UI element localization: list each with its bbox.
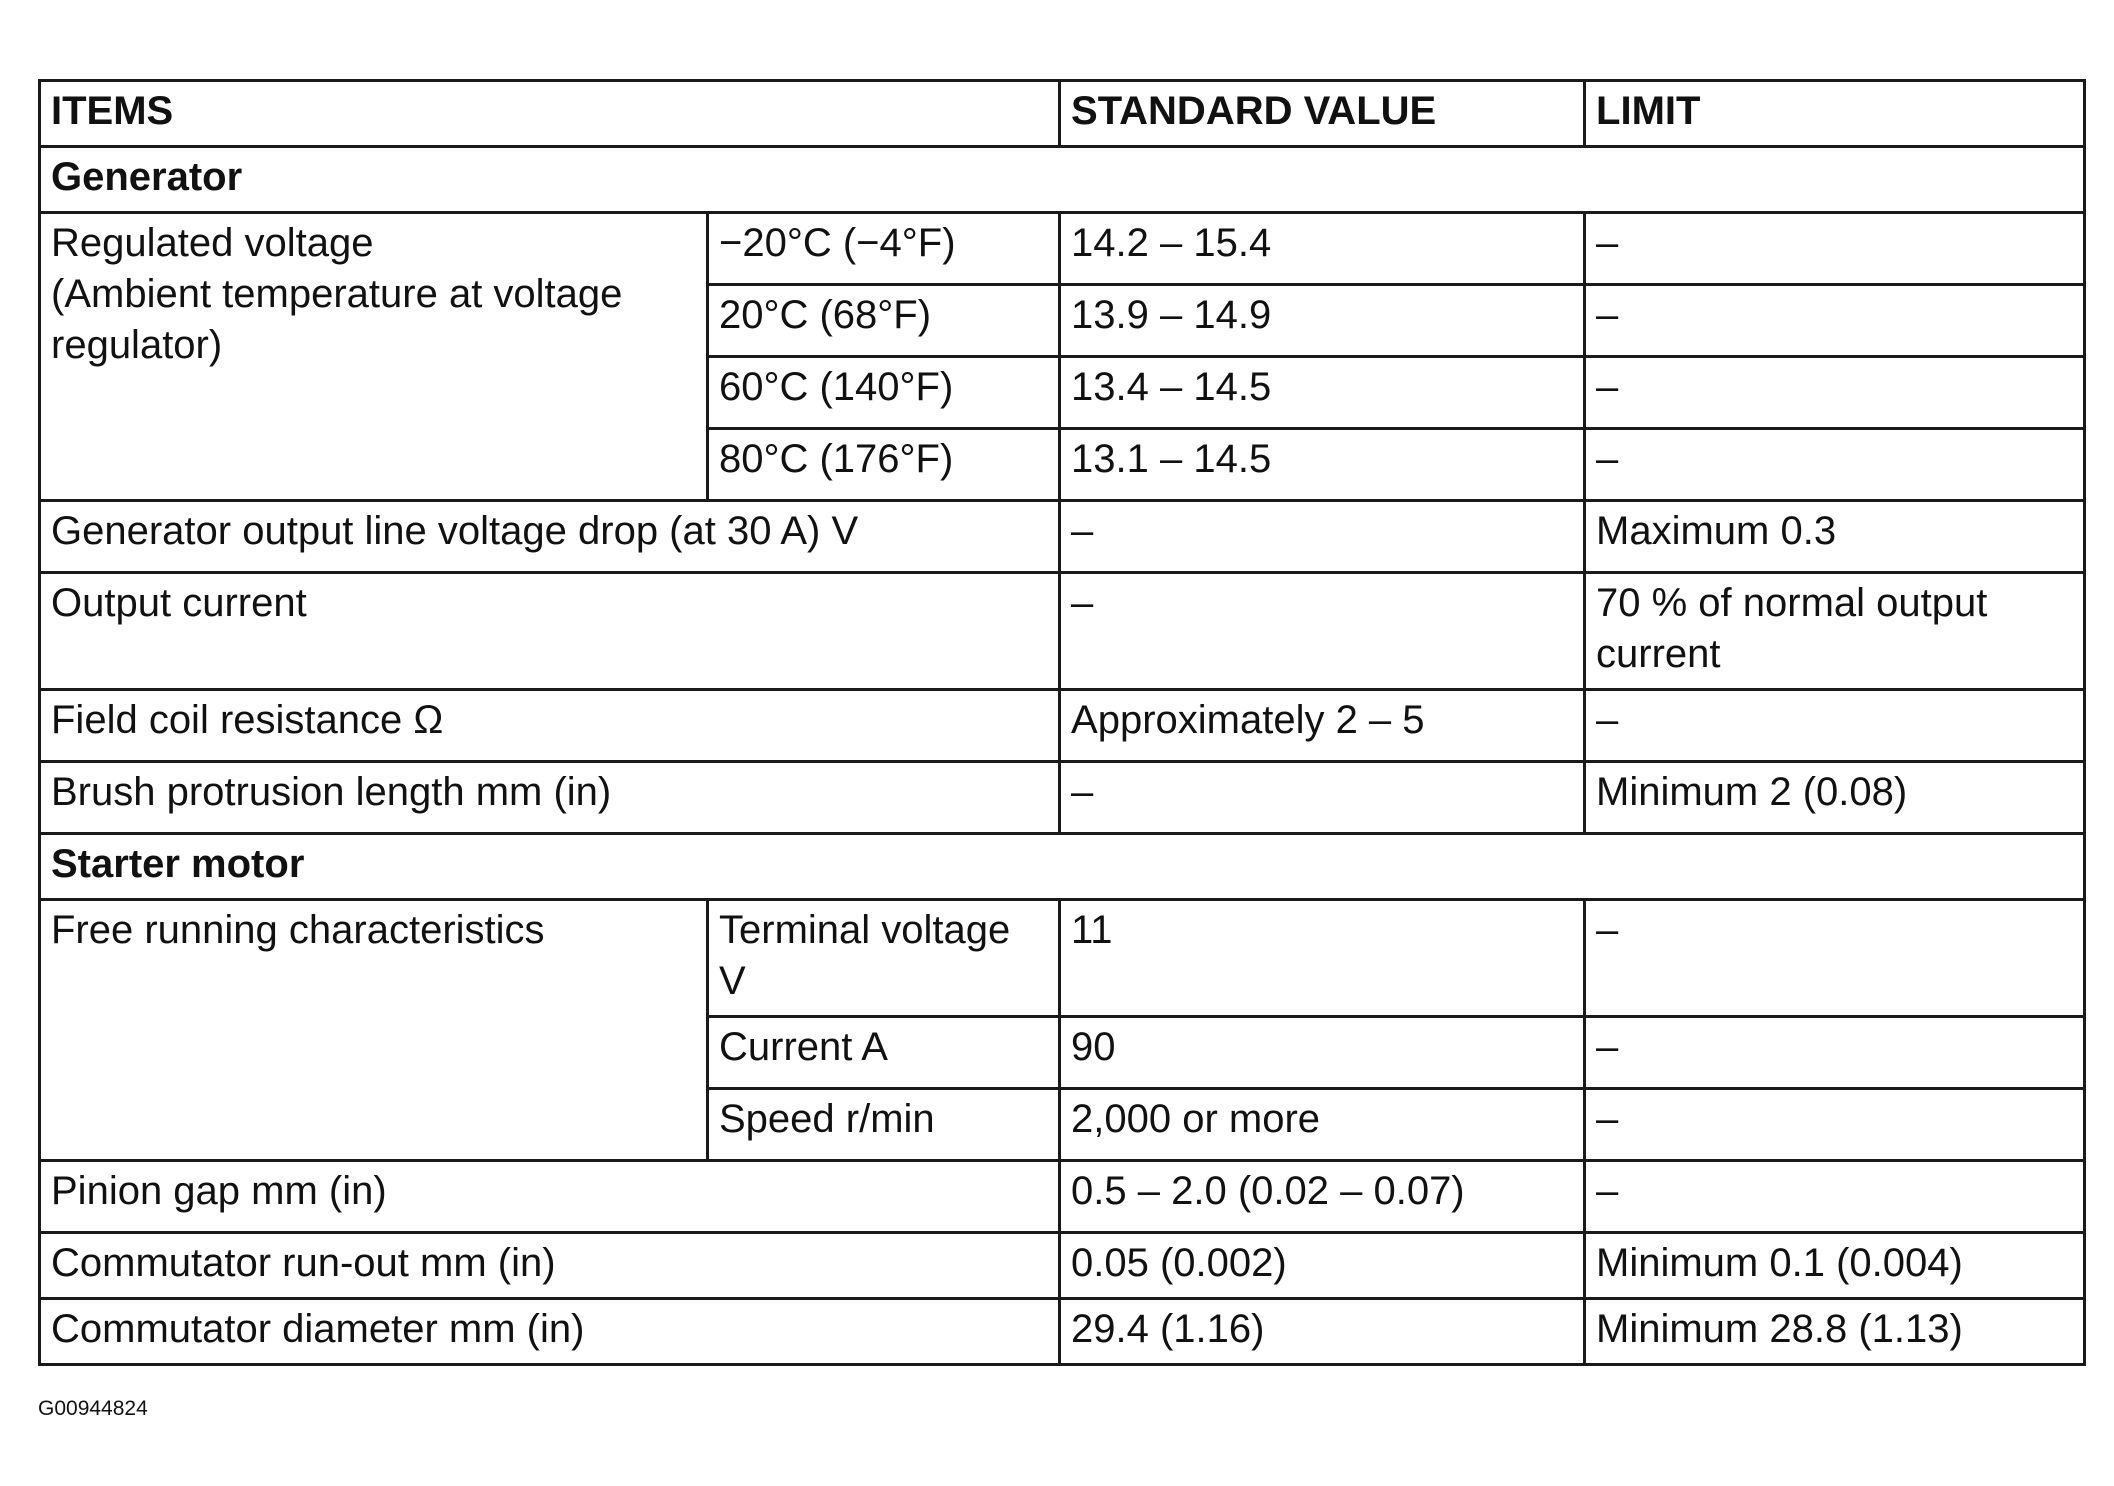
item-cell: Field coil resistance Ω (40, 690, 1060, 762)
standard-value-cell: 13.4 – 14.5 (1060, 357, 1585, 429)
standard-value-cell: Approximately 2 – 5 (1060, 690, 1585, 762)
table-row (40, 573, 2085, 690)
section-generator (40, 147, 2085, 213)
standard-value-cell: – (1060, 573, 1585, 690)
temperature-cell: 20°C (68°F) (708, 285, 1060, 357)
item-cell: Commutator run-out mm (in) (40, 1233, 1060, 1299)
limit-cell: – (1585, 900, 2085, 1017)
standard-value-cell: 2,000 or more (1060, 1089, 1585, 1161)
table-row (40, 690, 2085, 762)
standard-value-cell: 13.9 – 14.9 (1060, 285, 1585, 357)
standard-value-cell: 29.4 (1.16) (1060, 1299, 1585, 1365)
specifications-table (38, 79, 2086, 1366)
header-standard-value: STANDARD VALUE (1060, 81, 1585, 147)
standard-value-cell: 90 (1060, 1017, 1585, 1089)
item-cell: Output current (40, 573, 1060, 690)
regulated-voltage-label: Regulated voltage (Ambient temperature at voltage regulator) (40, 213, 708, 501)
item-cell: Pinion gap mm (in) (40, 1161, 1060, 1233)
limit-cell: – (1585, 213, 2085, 285)
section-title: Generator (40, 147, 2085, 213)
standard-value-cell: – (1060, 762, 1585, 834)
parameter-cell: Current A (708, 1017, 1060, 1089)
limit-cell: – (1585, 285, 2085, 357)
standard-value-cell: 14.2 – 15.4 (1060, 213, 1585, 285)
limit-cell: Maximum 0.3 (1585, 501, 2085, 573)
header-row (40, 81, 2085, 147)
temperature-cell: 80°C (176°F) (708, 429, 1060, 501)
section-title: Starter motor (40, 834, 2085, 900)
table-row (40, 1233, 2085, 1299)
item-cell: Generator output line voltage drop (at 30 A) V (40, 501, 1060, 573)
header-limit: LIMIT (1585, 81, 2085, 147)
standard-value-cell: 0.5 – 2.0 (0.02 – 0.07) (1060, 1161, 1585, 1233)
parameter-cell: Speed r/min (708, 1089, 1060, 1161)
limit-cell: Minimum 0.1 (0.004) (1585, 1233, 2085, 1299)
table-row (40, 213, 2085, 285)
temperature-cell: 60°C (140°F) (708, 357, 1060, 429)
free-running-label: Free running characteristics (40, 900, 708, 1161)
standard-value-cell: – (1060, 501, 1585, 573)
standard-value-cell: 11 (1060, 900, 1585, 1017)
parameter-cell: Terminal voltage V (708, 900, 1060, 1017)
limit-cell: – (1585, 1089, 2085, 1161)
table-row (40, 900, 2085, 1017)
limit-cell: – (1585, 690, 2085, 762)
item-cell: Brush protrusion length mm (in) (40, 762, 1060, 834)
table-row (40, 1299, 2085, 1365)
limit-cell: Minimum 2 (0.08) (1585, 762, 2085, 834)
limit-cell: – (1585, 1017, 2085, 1089)
table-row (40, 762, 2085, 834)
limit-cell: – (1585, 429, 2085, 501)
header-items: ITEMS (40, 81, 1060, 147)
temperature-cell: −20°C (−4°F) (708, 213, 1060, 285)
table-row (40, 1161, 2085, 1233)
limit-cell: 70 % of normal output current (1585, 573, 2085, 690)
item-cell: Commutator diameter mm (in) (40, 1299, 1060, 1365)
standard-value-cell: 13.1 – 14.5 (1060, 429, 1585, 501)
limit-cell: Minimum 28.8 (1.13) (1585, 1299, 2085, 1365)
figure-code: G00944824 (38, 1397, 148, 1420)
limit-cell: – (1585, 357, 2085, 429)
limit-cell: – (1585, 1161, 2085, 1233)
section-starter-motor (40, 834, 2085, 900)
table-row (40, 501, 2085, 573)
standard-value-cell: 0.05 (0.002) (1060, 1233, 1585, 1299)
